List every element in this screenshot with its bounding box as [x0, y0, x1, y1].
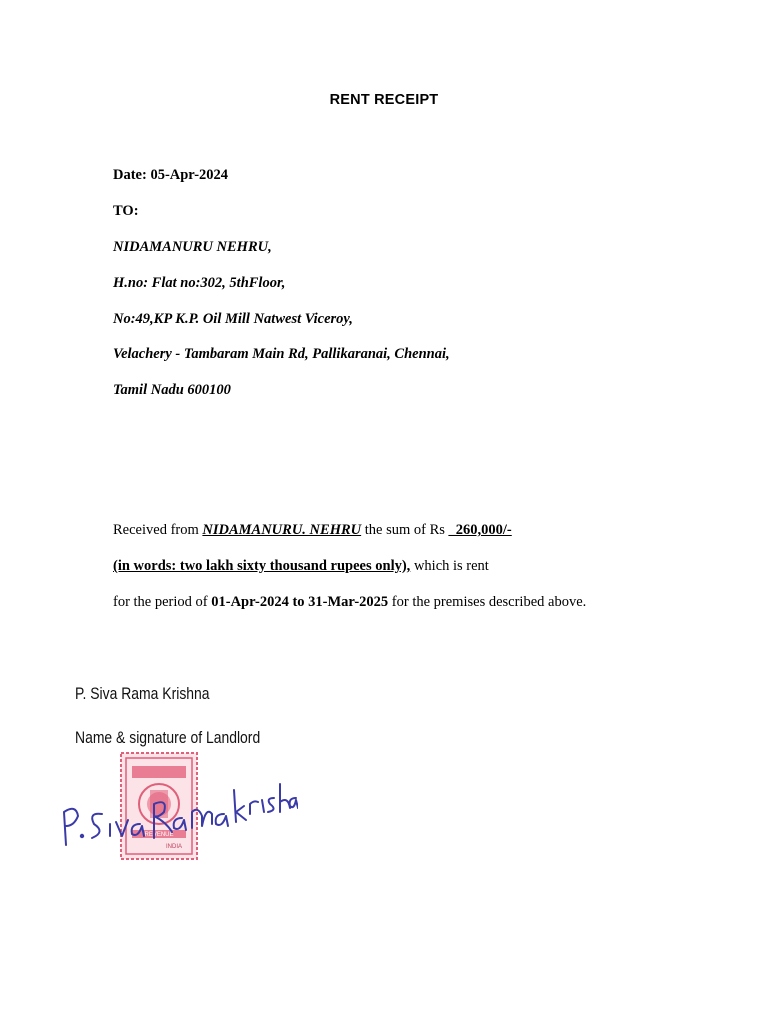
- words-line: [113, 558, 489, 575]
- to-label: TO:: [113, 203, 139, 219]
- sum-text: the sum of Rs: [361, 522, 449, 538]
- address-line-2: No:49,KP K.P. Oil Mill Natwest Viceroy,: [113, 311, 353, 327]
- address-line-4: Tamil Nadu 600100: [113, 382, 231, 398]
- address-line-1: H.no: Flat no:302, 5thFloor,: [113, 275, 286, 291]
- received-line: [113, 522, 512, 539]
- rent-period: 01-Apr-2024 to 31-Mar-2025: [211, 594, 389, 610]
- landlord-caption: Name & signature of Landlord: [75, 728, 261, 747]
- tenant-name: NIDAMANURU. NEHRU: [202, 522, 362, 538]
- amount-in-words: (in words: two lakh sixty thousand rupees only),: [113, 558, 411, 574]
- tenant-name-line: NIDAMANURU NEHRU,: [113, 239, 272, 255]
- period-line: [113, 594, 586, 611]
- address-line-3: Velachery - Tambaram Main Rd, Pallikaranai, Chennai,: [113, 346, 450, 362]
- landlord-signature: [58, 740, 298, 860]
- receipt-title: RENT RECEIPT: [329, 92, 439, 108]
- period-prefix: for the period of: [113, 594, 212, 610]
- signature-text: P.Siva Rama Krishna: [58, 858, 67, 859]
- received-prefix: Received from: [113, 522, 203, 538]
- period-suffix: for the premises described above.: [388, 594, 587, 610]
- amount: _260,000/-: [448, 522, 512, 538]
- stamp-india-text: INDIA: [165, 844, 183, 850]
- rent-suffix: which is rent: [410, 558, 489, 574]
- landlord-name: P. Siva Rama Krishna: [75, 684, 210, 703]
- stamp-revenue-text: REVENUE: [144, 832, 174, 838]
- receipt-date: Date: 05-Apr-2024: [113, 167, 229, 183]
